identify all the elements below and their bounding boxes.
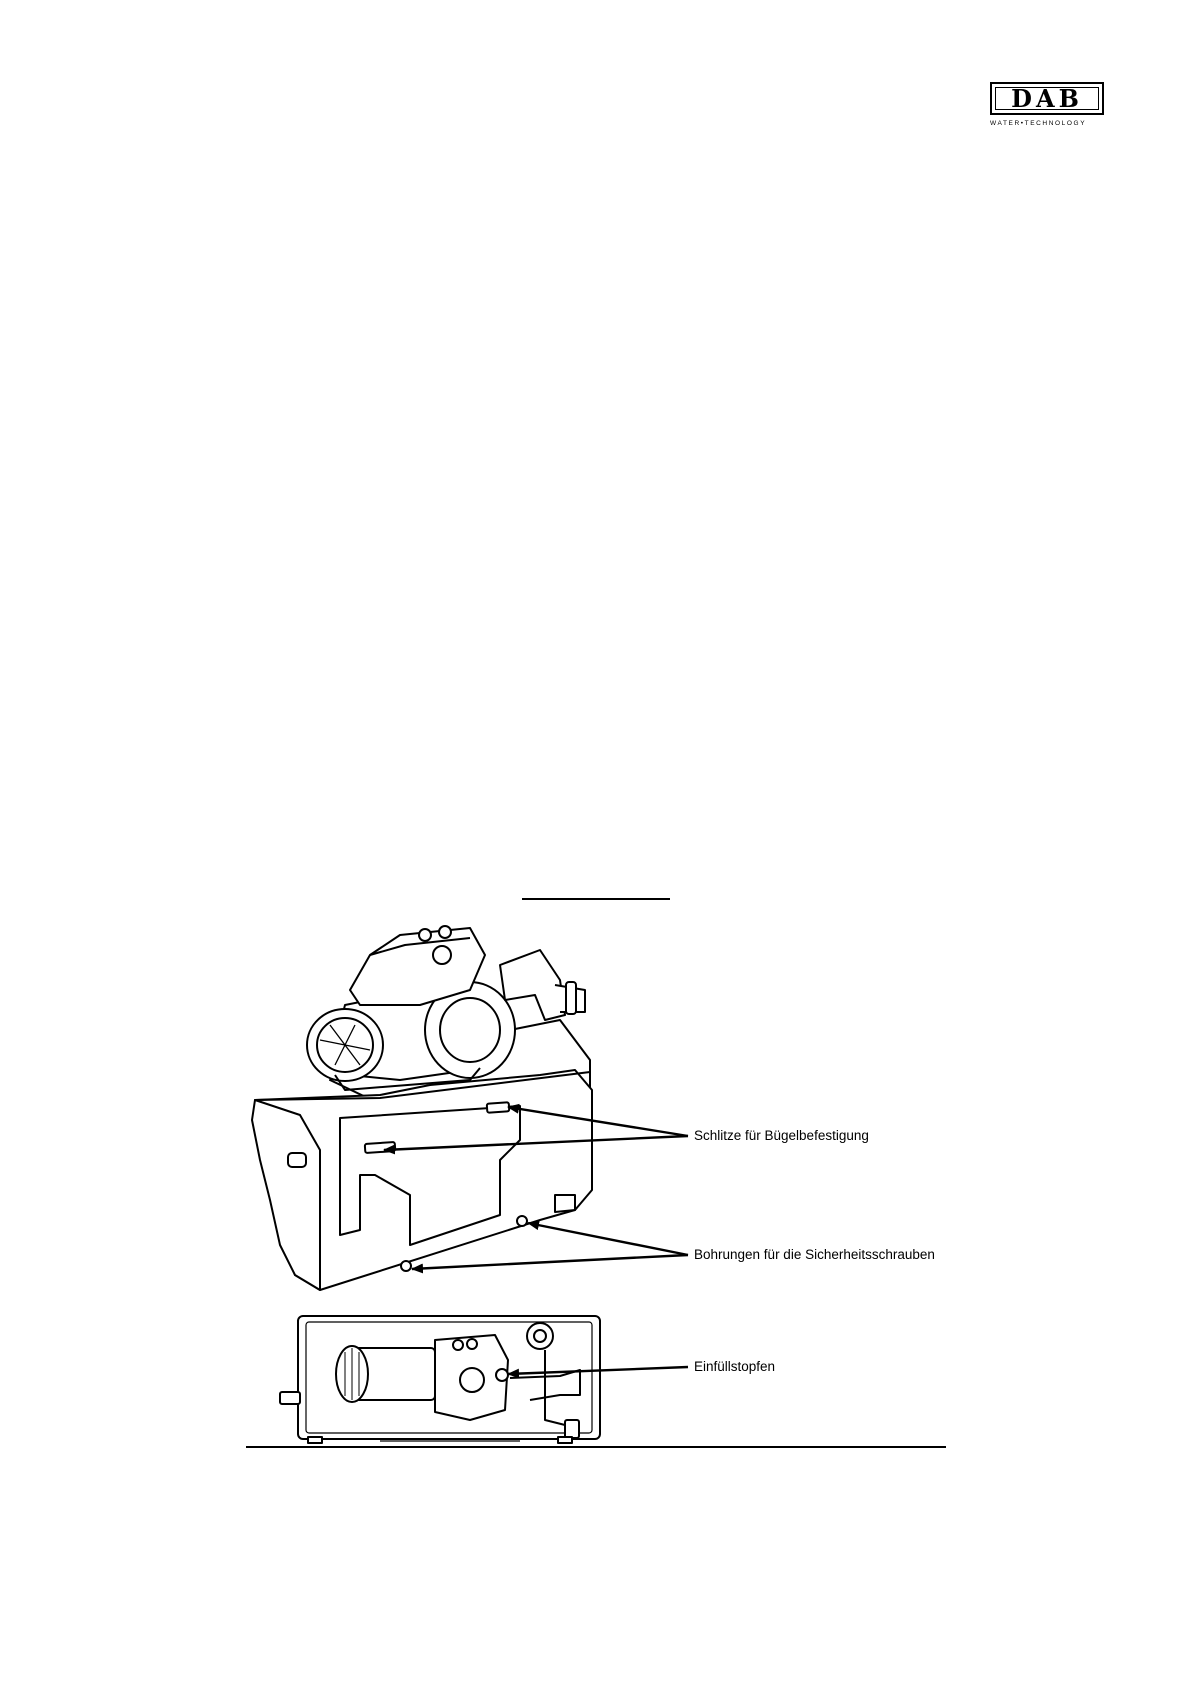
pump-unit-top-view-drawing — [280, 1316, 600, 1443]
logo-tagline: WATER•TECHNOLOGY — [990, 120, 1087, 127]
figure-bottom-rule — [246, 1446, 946, 1448]
pump-unit-perspective-drawing — [252, 926, 592, 1290]
callout-slots-label: Schlitze für Bügelbefestigung — [694, 1128, 869, 1143]
callout-holes-label: Bohrungen für die Sicherheitsschrauben — [694, 1247, 935, 1262]
logo-wordmark: DAB — [1011, 83, 1083, 113]
callout-filler-label: Einfüllstopfen — [694, 1359, 776, 1374]
